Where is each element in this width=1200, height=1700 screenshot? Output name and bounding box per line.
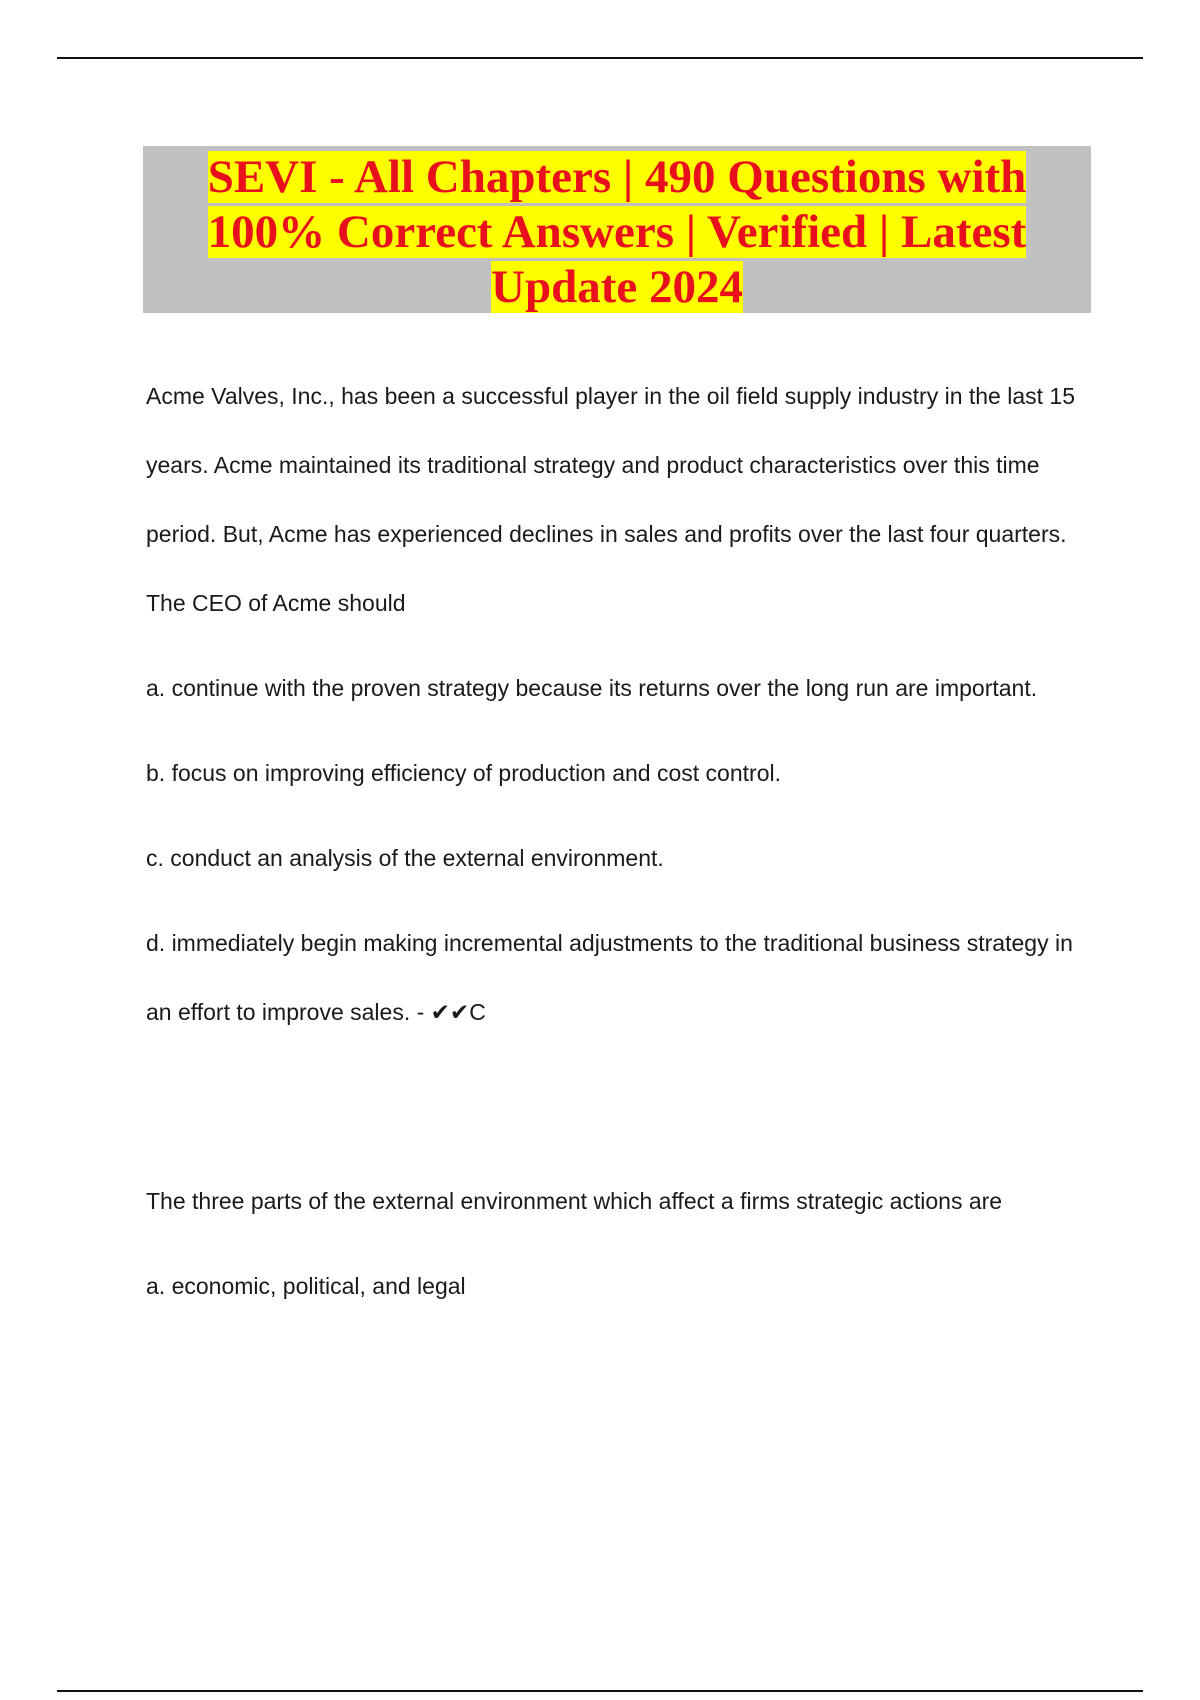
- answer-option: a. continue with the proven strategy because its returns over the long run are important.: [146, 675, 1038, 701]
- document-title-text: SEVI - All Chapters | 490 Questions with 100% Correct Answers | Verified | Latest Update 2024: [207, 151, 1027, 313]
- title-banner: [143, 146, 1091, 313]
- document-body: [146, 362, 1091, 1337]
- answer-option: c. conduct an analysis of the external environment.: [146, 845, 664, 871]
- spacer: [146, 1063, 1091, 1167]
- header-rule: [57, 57, 1143, 59]
- question-text: The three parts of the external environment which affect a firms strategic actions are: [146, 1188, 1003, 1214]
- answer-option: a. economic, political, and legal: [146, 1273, 466, 1299]
- question-text: Acme Valves, Inc., has been a successful player in the oil field supply industry in the last 15 years. Acme maintained its traditional strategy and product characteristics over this time period. But, Acme has experienced declines in sales and profits over the last four quarters. The CEO of Acme should: [146, 383, 1076, 616]
- footer-rule: [57, 1690, 1143, 1692]
- answer-option: d. immediately begin making incremental adjustments to the traditional business strategy in an effort to improve sales. - ✔✔C: [146, 930, 1073, 1025]
- document-title: [167, 150, 1067, 315]
- answer-option: b. focus on improving efficiency of production and cost control.: [146, 760, 781, 786]
